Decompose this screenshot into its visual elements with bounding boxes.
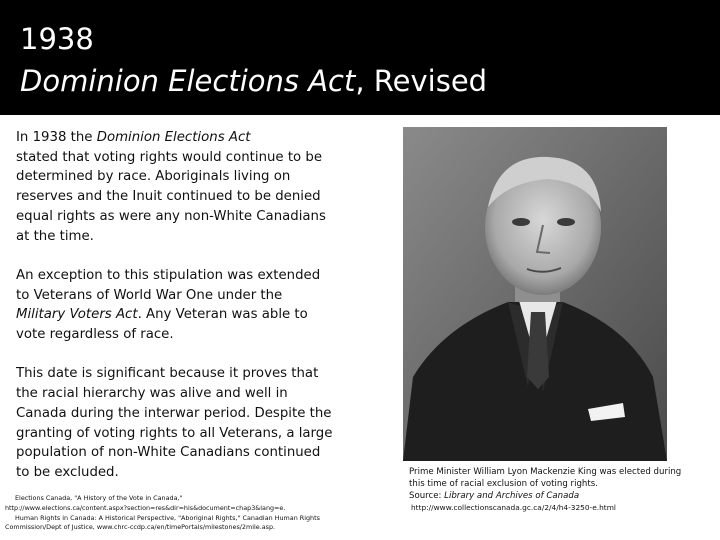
caption-text: Prime Minister William Lyon Mackenzie King was elected during this time of racial exclusion of voting rights. — [409, 467, 682, 489]
paragraph-1 — [16, 128, 334, 246]
source-label: Source: — [409, 491, 445, 501]
paragraph-3: This date is significant because it proves that the racial hierarchy was alive and well in Canada during the interwar period. Despite the granting of voting rights to all Veterans, a large population of non-White Canadians continued to be excluded. — [16, 366, 333, 480]
citation-1-line-1: Elections Canada, "A History of the Vote in Canada," — [15, 494, 183, 502]
portrait-photo — [403, 127, 667, 461]
p2-rest: . Any Veteran was able to vote regardless of race. — [16, 307, 308, 343]
act-name: Dominion Elections Act — [20, 64, 356, 98]
act-suffix: , Revised — [355, 64, 488, 98]
slide-title-year: 1938 — [20, 22, 94, 56]
caption-url[interactable]: http://www.collectionscanada.gc.ca/2/4/h4-3250-e.html — [411, 503, 616, 512]
source-name: Library and Archives of Canada — [444, 491, 580, 501]
caption-source — [409, 490, 689, 502]
title-bar — [0, 0, 720, 115]
photo-caption — [409, 466, 689, 514]
paragraph-2 — [16, 266, 334, 345]
p2-act: Military Voters Act — [16, 307, 138, 323]
slide-title-act — [20, 64, 487, 98]
p1-lead: In 1938 the — [16, 130, 97, 145]
p1-act: Dominion Elections Act — [96, 130, 251, 145]
citation-1-line-2[interactable]: http://www.elections.ca/content.aspx?section=res&dir=his&document=chap3&lang=e. — [5, 503, 286, 512]
portrait-illustration — [403, 127, 667, 461]
p1-rest: stated that voting rights would continue to be determined by race. Aboriginals living on reserves and the Inuit continued to be denied equal rights as were any non-White Canadians at the time. — [16, 149, 326, 244]
body-text — [16, 128, 334, 483]
citation-2-line-1: Human Rights in Canada: A Historical Perspective, "Aboriginal Rights," Canadian Human Rights — [15, 513, 320, 522]
p2-lead: An exception to this stipulation was extended to Veterans of World War One under the — [16, 267, 321, 303]
citations — [5, 494, 365, 533]
citation-2-line-2[interactable]: Commission/Dept of Justice, www.chrc-ccdp.ca/en/timePortals/milestones/2mile.asp. — [5, 523, 276, 532]
